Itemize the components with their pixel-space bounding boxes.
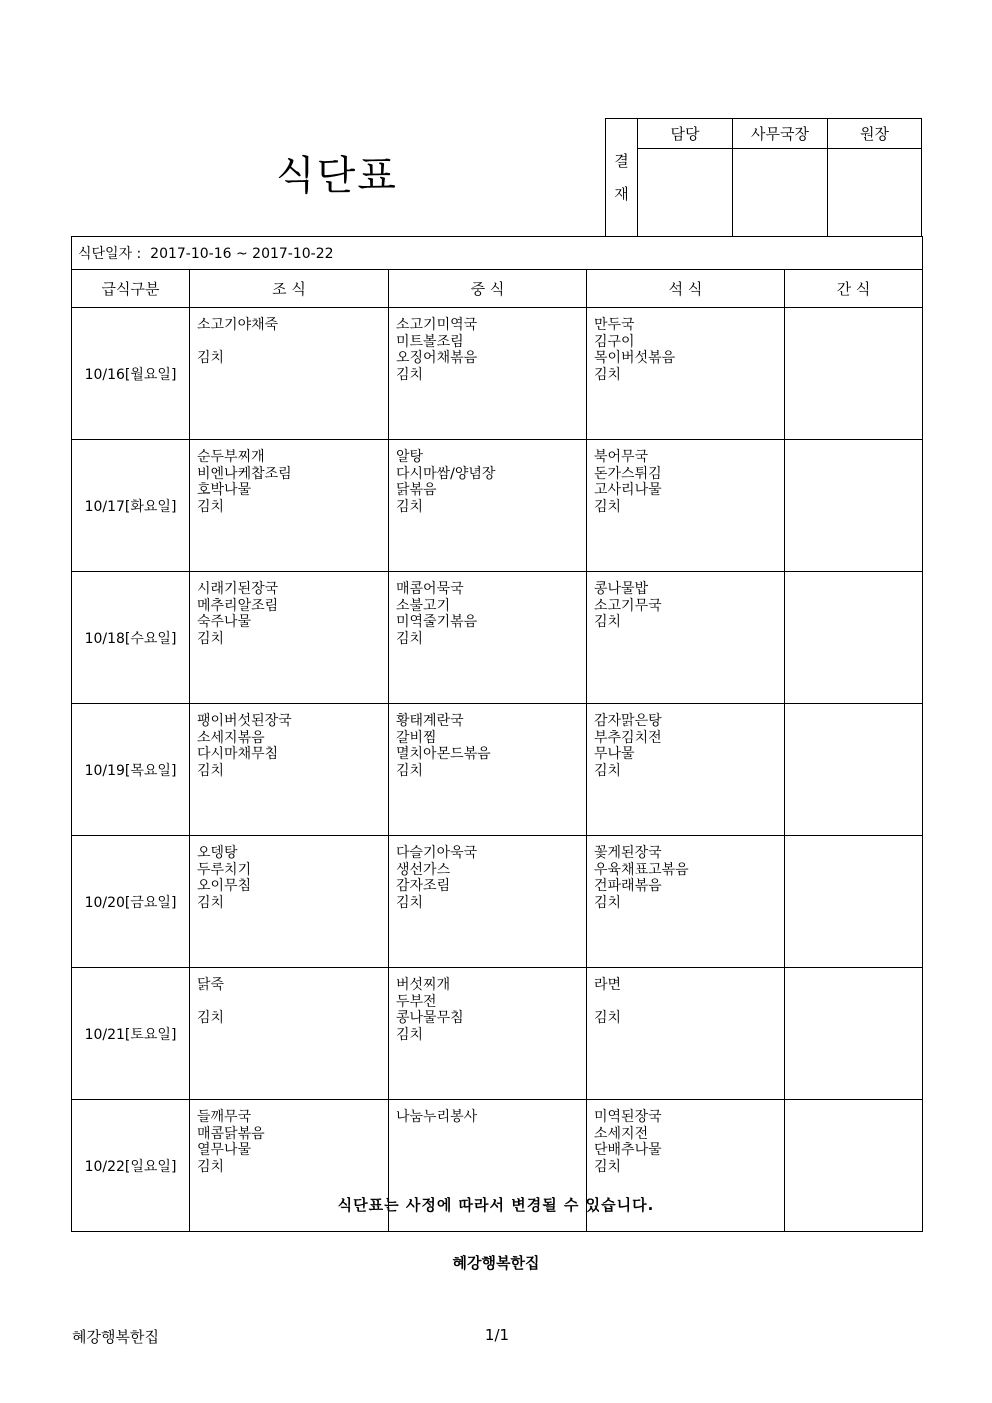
period-label: 식단일자 : bbox=[78, 246, 142, 262]
menu-item: 김치 bbox=[396, 1026, 424, 1043]
snack-cell bbox=[785, 308, 923, 440]
menu-item: 닭죽 bbox=[197, 977, 225, 993]
date-cell: 10/21[토요일] bbox=[72, 968, 190, 1100]
menu-item: 김치 bbox=[197, 498, 225, 515]
menu-item: 김치 bbox=[594, 762, 622, 779]
date-cell: 10/17[화요일] bbox=[72, 440, 190, 572]
breakfast-cell bbox=[190, 836, 389, 968]
column-header: 조 식 bbox=[190, 270, 389, 308]
menu-item bbox=[594, 994, 784, 1011]
menu-item: 소고기야채죽 bbox=[197, 317, 279, 333]
column-header: 석 식 bbox=[587, 270, 785, 308]
menu-item: 두루치기 bbox=[197, 861, 252, 878]
column-header: 중 식 bbox=[389, 270, 587, 308]
page-title: 식단표 bbox=[276, 153, 398, 199]
menu-item: 소불고기 bbox=[396, 597, 451, 614]
menu-item: 콩나물밥 bbox=[594, 581, 649, 597]
menu-item: 미역된장국 bbox=[594, 1109, 662, 1125]
lunch-cell bbox=[389, 968, 587, 1100]
menu-item: 미역줄기볶음 bbox=[396, 614, 478, 630]
lunch-cell bbox=[389, 836, 587, 968]
column-header: 급식구분 bbox=[72, 270, 190, 308]
approval-label-line: 재 bbox=[614, 184, 629, 203]
signature-box-manager bbox=[638, 149, 733, 237]
table-row bbox=[72, 704, 923, 836]
menu-item: 김치 bbox=[197, 630, 225, 647]
menu-item: 소고기무국 bbox=[594, 597, 662, 614]
dinner-cell bbox=[587, 308, 785, 440]
approval-role-manager: 담당 bbox=[638, 119, 733, 149]
menu-item: 매콤어묵국 bbox=[396, 581, 464, 597]
signature-box-director bbox=[828, 149, 922, 237]
menu-item: 감자조림 bbox=[396, 878, 451, 894]
header-row bbox=[72, 270, 923, 308]
period-row bbox=[72, 237, 923, 270]
day-rows bbox=[72, 308, 923, 1232]
menu-item: 돈가스튀김 bbox=[594, 465, 662, 482]
table-row bbox=[72, 440, 923, 572]
menu-item: 김치 bbox=[197, 894, 225, 911]
menu-item: 김치 bbox=[396, 894, 424, 911]
menu-item: 매콤닭볶음 bbox=[197, 1125, 265, 1142]
breakfast-cell bbox=[190, 440, 389, 572]
menu-item bbox=[197, 334, 388, 351]
menu-item: 김치 bbox=[594, 366, 622, 383]
date-cell: 10/20[금요일] bbox=[72, 836, 190, 968]
menu-item: 소고기미역국 bbox=[396, 317, 478, 333]
menu-item: 김구이 bbox=[594, 333, 635, 350]
approval-box bbox=[605, 118, 922, 237]
menu-item: 멸치아몬드볶음 bbox=[396, 746, 491, 762]
breakfast-cell bbox=[190, 968, 389, 1100]
menu-item: 갈비찜 bbox=[396, 729, 437, 746]
menu-item: 라면 bbox=[594, 977, 622, 993]
menu-item: 팽이버섯된장국 bbox=[197, 713, 292, 729]
menu-item: 김치 bbox=[197, 350, 225, 366]
table-row bbox=[72, 836, 923, 968]
menu-item: 다시마채무침 bbox=[197, 746, 279, 762]
menu-item bbox=[197, 994, 388, 1011]
menu-item: 김치 bbox=[396, 630, 424, 647]
menu-item: 김치 bbox=[594, 1158, 622, 1175]
snack-cell bbox=[785, 968, 923, 1100]
menu-item: 소세지전 bbox=[594, 1125, 649, 1142]
menu-item: 미트볼조림 bbox=[396, 333, 464, 350]
menu-item: 알탕 bbox=[396, 449, 424, 465]
snack-cell bbox=[785, 704, 923, 836]
breakfast-cell bbox=[190, 704, 389, 836]
menu-item: 김치 bbox=[197, 1158, 225, 1175]
dinner-cell bbox=[587, 836, 785, 968]
menu-item: 목이버섯볶음 bbox=[594, 350, 676, 366]
menu-item: 콩나물무침 bbox=[396, 1010, 464, 1026]
menu-item: 소세지볶음 bbox=[197, 729, 265, 746]
dinner-cell bbox=[587, 968, 785, 1100]
lunch-cell bbox=[389, 440, 587, 572]
menu-item: 건파래볶음 bbox=[594, 878, 662, 894]
menu-item: 부추김치전 bbox=[594, 729, 662, 746]
menu-item: 김치 bbox=[594, 614, 622, 630]
footer-page-number: 1/1 bbox=[484, 1326, 510, 1344]
menu-item: 버섯찌개 bbox=[396, 977, 451, 993]
menu-item: 김치 bbox=[396, 498, 424, 515]
approval-label-line: 결 bbox=[614, 151, 629, 170]
change-notice: 식단표는 사정에 따라서 변경될 수 있습니다. bbox=[337, 1196, 655, 1214]
menu-item: 오뎅탕 bbox=[197, 845, 238, 861]
dinner-cell bbox=[587, 440, 785, 572]
menu-item: 숙주나물 bbox=[197, 614, 252, 630]
menu-item: 오이무침 bbox=[197, 878, 252, 894]
snack-cell bbox=[785, 572, 923, 704]
menu-item: 호박나물 bbox=[197, 482, 252, 498]
snack-cell bbox=[785, 440, 923, 572]
table-row bbox=[72, 572, 923, 704]
menu-item: 김치 bbox=[396, 762, 424, 779]
dinner-cell bbox=[587, 572, 785, 704]
menu-item: 열무나물 bbox=[197, 1142, 252, 1158]
menu-item: 김치 bbox=[197, 1010, 225, 1026]
menu-item: 감자맑은탕 bbox=[594, 713, 662, 729]
menu-item: 들깨무국 bbox=[197, 1109, 252, 1125]
approval-role-director: 원장 bbox=[828, 119, 922, 149]
menu-item: 김치 bbox=[594, 498, 622, 515]
approval-role-secretary-general: 사무국장 bbox=[733, 119, 828, 149]
menu-item: 생선가스 bbox=[396, 861, 451, 878]
snack-cell bbox=[785, 836, 923, 968]
menu-item: 꽃게된장국 bbox=[594, 845, 662, 861]
menu-item: 무나물 bbox=[594, 746, 635, 762]
menu-item: 김치 bbox=[594, 894, 622, 911]
menu-item: 나눔누리봉사 bbox=[396, 1109, 478, 1125]
signature-box-secretary-general bbox=[733, 149, 828, 237]
lunch-cell bbox=[389, 704, 587, 836]
date-cell: 10/18[수요일] bbox=[72, 572, 190, 704]
menu-item: 메추리알조림 bbox=[197, 597, 279, 614]
period-range: 2017-10-16 ~ 2017-10-22 bbox=[150, 246, 334, 262]
table-row bbox=[72, 308, 923, 440]
footer-organization: 혜강행복한집 bbox=[72, 1328, 159, 1346]
meal-table bbox=[71, 236, 923, 1232]
lunch-cell bbox=[389, 572, 587, 704]
menu-item: 닭볶음 bbox=[396, 482, 437, 498]
approval-label bbox=[606, 119, 638, 237]
column-header: 간 식 bbox=[785, 270, 923, 308]
menu-item: 두부전 bbox=[396, 993, 437, 1010]
menu-item: 북어무국 bbox=[594, 449, 649, 465]
date-cell: 10/19[목요일] bbox=[72, 704, 190, 836]
menu-item: 만두국 bbox=[594, 317, 635, 333]
menu-item: 다슬기아욱국 bbox=[396, 845, 478, 861]
menu-item: 김치 bbox=[396, 366, 424, 383]
menu-item: 우육채표고볶음 bbox=[594, 861, 689, 878]
lunch-cell bbox=[389, 308, 587, 440]
table-row bbox=[72, 968, 923, 1100]
menu-item: 순두부찌개 bbox=[197, 449, 265, 465]
organization-name: 혜강행복한집 bbox=[452, 1254, 540, 1272]
menu-item: 오징어채볶음 bbox=[396, 350, 478, 366]
menu-item: 고사리나물 bbox=[594, 482, 662, 498]
menu-item: 다시마쌈/양념장 bbox=[396, 465, 496, 482]
menu-item: 비엔나케찹조림 bbox=[197, 465, 292, 482]
menu-item: 황태계란국 bbox=[396, 713, 464, 729]
breakfast-cell bbox=[190, 572, 389, 704]
breakfast-cell bbox=[190, 308, 389, 440]
date-cell: 10/22[일요일] bbox=[72, 1100, 190, 1232]
dinner-cell bbox=[587, 704, 785, 836]
menu-item: 단배추나물 bbox=[594, 1142, 662, 1158]
menu-item: 시래기된장국 bbox=[197, 581, 279, 597]
menu-item: 김치 bbox=[197, 762, 225, 779]
menu-item: 김치 bbox=[594, 1010, 622, 1026]
date-cell: 10/16[월요일] bbox=[72, 308, 190, 440]
period-cell bbox=[72, 237, 923, 270]
